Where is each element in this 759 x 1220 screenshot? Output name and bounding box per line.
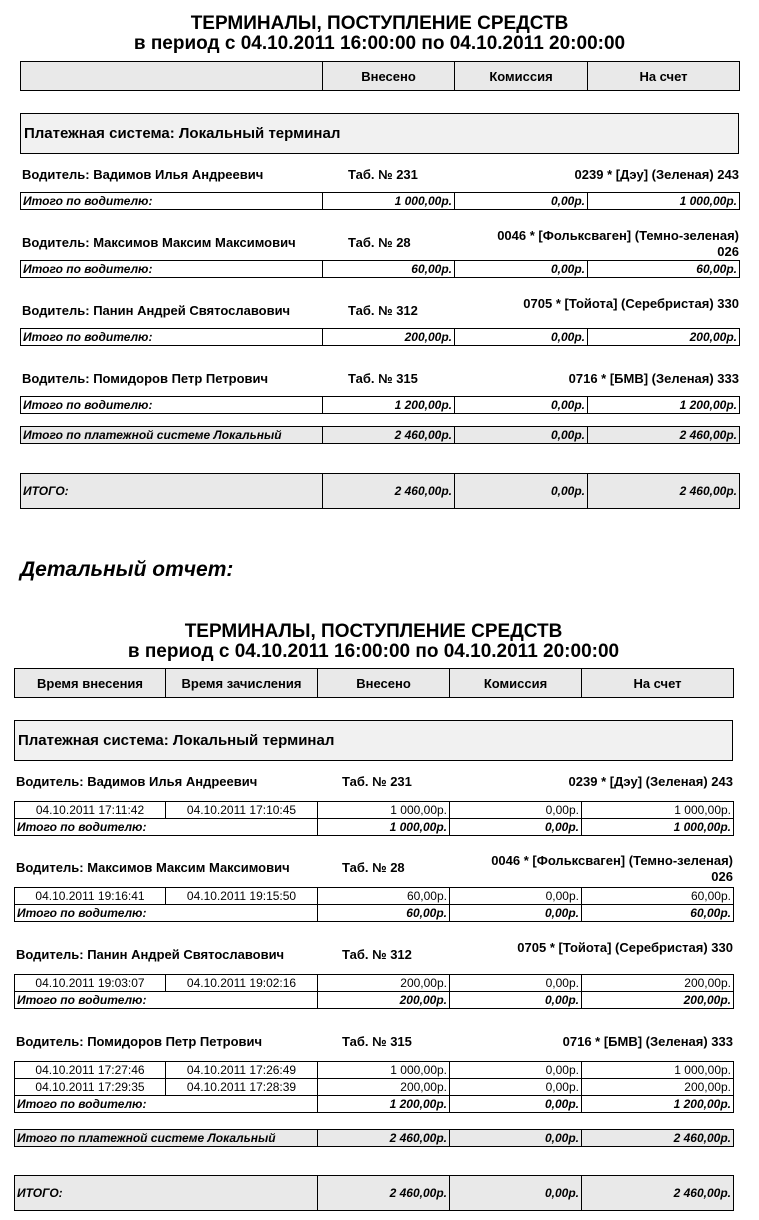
driver-total-fee: 0,00р. — [450, 1096, 582, 1113]
driver-total-account: 200,00р. — [582, 992, 734, 1009]
driver-total-label: Итого по водителю: — [21, 329, 323, 346]
driver-tab: Таб. № 28 — [342, 860, 405, 875]
driver-total — [20, 260, 740, 278]
driver-car: 0705 * [Тойота] (Серебристая) 330 — [523, 296, 739, 311]
driver-tab: Таб. № 312 — [342, 947, 412, 962]
system-total-account: 2 460,00р. — [588, 427, 740, 444]
driver-car: 0705 * [Тойота] (Серебристая) 330 — [517, 940, 733, 955]
system-total-label: Итого по платежной системе Локальный — [21, 427, 323, 444]
driver-tab: Таб. № 312 — [348, 303, 418, 318]
driver-detail-table — [14, 974, 734, 1009]
detail-heading: Детальный отчет: — [20, 558, 234, 581]
driver-total-fee: 0,00р. — [455, 329, 588, 346]
detail-period: в период с 04.10.2011 16:00:00 по 04.10.2011 20:00:00 — [127, 641, 620, 662]
row-account: 60,00р. — [582, 888, 734, 905]
driver-name: Водитель: Максимов Максим Максимович — [22, 235, 296, 250]
driver-name: Водитель: Максимов Максим Максимович — [16, 860, 290, 875]
driver-row — [14, 853, 733, 887]
driver-total-account: 1 000,00р. — [582, 819, 734, 836]
summary-title: ТЕРМИНАЛЫ, ПОСТУПЛЕНИЕ СРЕДСТВ — [190, 13, 569, 34]
driver-total-fee: 0,00р. — [450, 992, 582, 1009]
driver-total-account: 60,00р. — [582, 905, 734, 922]
driver-row — [20, 228, 739, 262]
driver-total — [20, 328, 740, 346]
col-account: На счет — [582, 669, 734, 698]
row-paid: 200,00р. — [318, 975, 450, 992]
row-fee: 0,00р. — [450, 975, 582, 992]
driver-total-label: Итого по водителю: — [21, 193, 323, 210]
system-total-fee: 0,00р. — [450, 1130, 582, 1147]
detail-row — [15, 975, 734, 992]
col-blank — [21, 62, 323, 91]
col-paid: Внесено — [323, 62, 455, 91]
time-in: 04.10.2011 17:27:46 — [15, 1062, 166, 1079]
row-account: 200,00р. — [582, 975, 734, 992]
driver-total-paid: 60,00р. — [323, 261, 455, 278]
driver-total — [20, 192, 740, 210]
driver-detail-table — [14, 887, 734, 922]
system-total-paid: 2 460,00р. — [323, 427, 455, 444]
driver-name: Водитель: Панин Андрей Святославович — [22, 303, 291, 318]
detail-system: Платежная система: Локальный терминал — [14, 720, 733, 761]
row-fee: 0,00р. — [450, 1062, 582, 1079]
detail-row — [15, 802, 734, 819]
driver-car: 0239 * [Дэу] (Зеленая) 243 — [574, 167, 739, 182]
driver-row — [20, 160, 739, 194]
driver-total-label: Итого по водителю: — [15, 819, 318, 836]
driver-tab: Таб. № 28 — [348, 235, 411, 250]
row-fee: 0,00р. — [450, 888, 582, 905]
driver-total-fee: 0,00р. — [455, 397, 588, 414]
row-paid: 60,00р. — [318, 888, 450, 905]
grand-total-fee: 0,00р. — [450, 1176, 582, 1211]
driver-total-fee: 0,00р. — [455, 261, 588, 278]
driver-total-account: 60,00р. — [588, 261, 740, 278]
driver-total-label: Итого по водителю: — [21, 261, 323, 278]
row-fee: 0,00р. — [450, 1079, 582, 1096]
summary-system: Платежная система: Локальный терминал — [20, 113, 739, 154]
system-total-label: Итого по платежной системе Локальный — [15, 1130, 318, 1147]
driver-name: Водитель: Вадимов Илья Андреевич — [22, 167, 264, 182]
driver-car: 0046 * [Фольксваген] (Темно-зеленая) 026 — [491, 853, 733, 884]
driver-total-paid: 200,00р. — [323, 329, 455, 346]
driver-car: 0046 * [Фольксваген] (Темно-зеленая) 026 — [497, 228, 739, 259]
detail-row — [15, 1079, 734, 1096]
driver-total-paid: 1 200,00р. — [323, 397, 455, 414]
row-account: 1 000,00р. — [582, 1062, 734, 1079]
driver-name: Водитель: Вадимов Илья Андреевич — [16, 774, 258, 789]
driver-total-paid: 1 000,00р. — [318, 819, 450, 836]
driver-name: Водитель: Помидоров Петр Петрович — [16, 1034, 263, 1049]
row-paid: 1 000,00р. — [318, 802, 450, 819]
driver-car: 0716 * [БМВ] (Зеленая) 333 — [568, 371, 739, 386]
driver-car: 0239 * [Дэу] (Зеленая) 243 — [568, 774, 733, 789]
summary-grand-total — [20, 473, 740, 509]
time-acc: 04.10.2011 17:26:49 — [166, 1062, 318, 1079]
detail-title: ТЕРМИНАЛЫ, ПОСТУПЛЕНИЕ СРЕДСТВ — [184, 621, 563, 642]
row-account: 1 000,00р. — [582, 802, 734, 819]
time-in: 04.10.2011 19:16:41 — [15, 888, 166, 905]
summary-header — [20, 61, 740, 91]
driver-total-label: Итого по водителю: — [15, 905, 318, 922]
grand-total-fee: 0,00р. — [455, 474, 588, 509]
driver-total-paid: 1 200,00р. — [318, 1096, 450, 1113]
driver-total-paid: 200,00р. — [318, 992, 450, 1009]
driver-name: Водитель: Панин Андрей Святославович — [16, 947, 285, 962]
col-time-acc: Время зачисления — [166, 669, 318, 698]
time-acc: 04.10.2011 19:15:50 — [166, 888, 318, 905]
grand-total-label: ИТОГО: — [21, 474, 323, 509]
system-total-paid: 2 460,00р. — [318, 1130, 450, 1147]
driver-tab: Таб. № 315 — [348, 371, 418, 386]
driver-row — [14, 767, 733, 801]
detail-grand-total — [14, 1175, 734, 1211]
row-account: 200,00р. — [582, 1079, 734, 1096]
grand-total-paid: 2 460,00р. — [318, 1176, 450, 1211]
col-fee: Комиссия — [455, 62, 588, 91]
driver-total-account: 1 200,00р. — [588, 397, 740, 414]
system-total-fee: 0,00р. — [455, 427, 588, 444]
col-paid: Внесено — [318, 669, 450, 698]
detail-row — [15, 888, 734, 905]
time-acc: 04.10.2011 17:10:45 — [166, 802, 318, 819]
driver-total-paid: 60,00р. — [318, 905, 450, 922]
driver-tab: Таб. № 315 — [342, 1034, 412, 1049]
system-total-account: 2 460,00р. — [582, 1130, 734, 1147]
driver-tab: Таб. № 231 — [348, 167, 418, 182]
driver-row — [14, 940, 733, 974]
row-fee: 0,00р. — [450, 802, 582, 819]
driver-detail-table — [14, 801, 734, 836]
col-account: На счет — [588, 62, 740, 91]
grand-total-account: 2 460,00р. — [582, 1176, 734, 1211]
detail-row — [15, 1062, 734, 1079]
driver-total-fee: 0,00р. — [455, 193, 588, 210]
driver-total-account: 200,00р. — [588, 329, 740, 346]
summary-period: в период с 04.10.2011 16:00:00 по 04.10.2011 20:00:00 — [133, 33, 626, 54]
driver-total-fee: 0,00р. — [450, 905, 582, 922]
driver-total — [20, 396, 740, 414]
col-fee: Комиссия — [450, 669, 582, 698]
detail-header — [14, 668, 734, 698]
driver-detail-table — [14, 1061, 734, 1113]
driver-total-paid: 1 000,00р. — [323, 193, 455, 210]
driver-total-account: 1 200,00р. — [582, 1096, 734, 1113]
summary-system-total — [20, 426, 740, 444]
driver-total-label: Итого по водителю: — [21, 397, 323, 414]
driver-row — [20, 364, 739, 398]
driver-name: Водитель: Помидоров Петр Петрович — [22, 371, 269, 386]
driver-total-label: Итого по водителю: — [15, 1096, 318, 1113]
driver-total-account: 1 000,00р. — [588, 193, 740, 210]
driver-row — [20, 296, 739, 330]
driver-car: 0716 * [БМВ] (Зеленая) 333 — [562, 1034, 733, 1049]
driver-total-fee: 0,00р. — [450, 819, 582, 836]
col-time-in: Время внесения — [15, 669, 166, 698]
row-paid: 1 000,00р. — [318, 1062, 450, 1079]
grand-total-label: ИТОГО: — [15, 1176, 318, 1211]
time-acc: 04.10.2011 17:28:39 — [166, 1079, 318, 1096]
driver-row — [14, 1027, 733, 1061]
grand-total-paid: 2 460,00р. — [323, 474, 455, 509]
driver-total-label: Итого по водителю: — [15, 992, 318, 1009]
time-in: 04.10.2011 17:11:42 — [15, 802, 166, 819]
driver-tab: Таб. № 231 — [342, 774, 412, 789]
time-in: 04.10.2011 17:29:35 — [15, 1079, 166, 1096]
detail-system-total — [14, 1129, 734, 1147]
row-paid: 200,00р. — [318, 1079, 450, 1096]
time-in: 04.10.2011 19:03:07 — [15, 975, 166, 992]
time-acc: 04.10.2011 19:02:16 — [166, 975, 318, 992]
grand-total-account: 2 460,00р. — [588, 474, 740, 509]
